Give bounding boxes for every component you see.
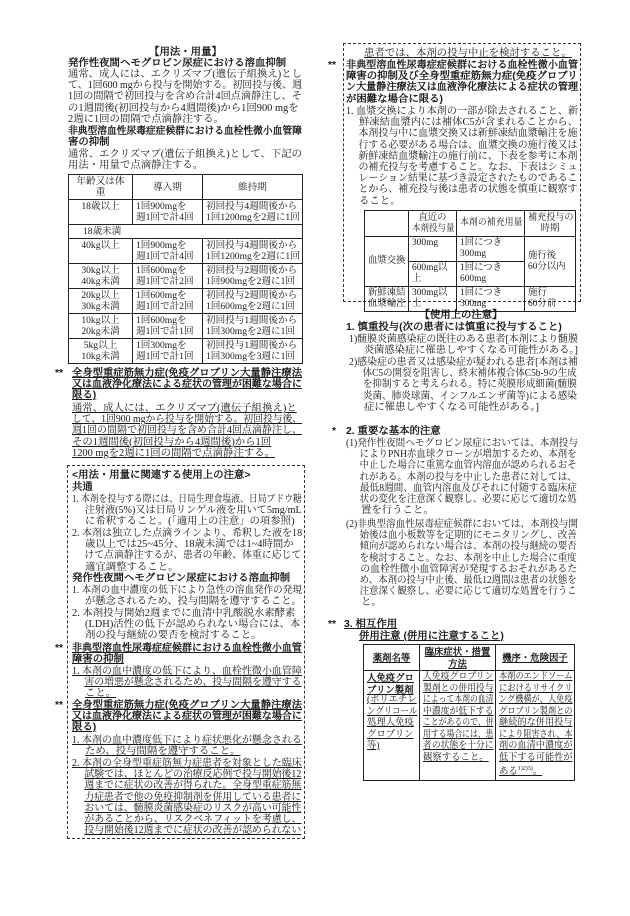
text-line: によりPNH赤血球クローンが増加するため、本剤を xyxy=(359,449,577,461)
text-line: 低下する可能性が xyxy=(499,752,573,763)
text-line: (1)発作性夜間ヘモグロビン尿症においては、本剤投与 xyxy=(346,438,579,449)
timing-cell xyxy=(525,287,576,312)
text-line: ブリン製剤 xyxy=(367,683,414,695)
pnh-precaution-item-1 xyxy=(72,585,321,607)
pnh-precaution-item-2 xyxy=(72,608,300,642)
age-weight-cell xyxy=(69,339,133,364)
text-line: 40kg以上 xyxy=(81,240,120,251)
text-line: 初回投与2週間後から xyxy=(206,290,298,301)
text-line: 週1回で計4回 xyxy=(136,212,194,223)
age-weight-cell xyxy=(69,200,133,225)
supplement-dose-cell: 1回につき300mg xyxy=(457,287,525,312)
important-precautions-item-1 xyxy=(346,438,600,516)
text-line: 限る) xyxy=(72,722,97,734)
text-line: 又は血液浄化療法による症状の管理が困難な場合に xyxy=(72,379,302,391)
text-line: 本剤投与量 xyxy=(412,223,455,234)
text-line: 処理人免疫 xyxy=(367,718,414,728)
common-item-2 xyxy=(72,528,314,573)
common-item-1 xyxy=(72,494,342,528)
text-line: 置を行うこと。 xyxy=(361,505,434,517)
table-row xyxy=(69,289,303,314)
timing-cell xyxy=(525,237,576,287)
text-line: 製剤との併用投与 xyxy=(423,683,494,694)
text-line: 1回600mgを2週に1回 xyxy=(206,301,296,312)
text-line: その1週間後(初回投与から4週間後)から1回 xyxy=(72,436,272,448)
text-line: ること。 xyxy=(359,195,401,207)
text-line: 1回の間隔で初回投与を含め合計4回点滴静注し、そ xyxy=(68,91,302,103)
revision-marker: ** xyxy=(55,700,64,711)
maintenance-cell xyxy=(203,289,303,314)
under-18-label: 18歳未満 xyxy=(69,225,303,239)
text-line: 週1回で計2回 xyxy=(136,276,194,287)
text-line: 歳以上では25~45分、18歳未満では1~4時間か xyxy=(85,539,294,551)
text-line: 人免疫グロブリン xyxy=(423,672,494,682)
text-line: 始後は血小板数等を定期的にモニタリングし、改善 xyxy=(359,530,577,542)
text-line: 剤の血清中濃度が xyxy=(499,741,573,751)
symptoms-cell xyxy=(420,671,496,781)
text-line: 週1回で計1回 xyxy=(136,326,194,337)
text-line: 3. 相互作用 xyxy=(344,619,398,630)
text-line: れがある。本剤の投与を中止した患者に対しては、 xyxy=(359,471,577,483)
age-weight-cell xyxy=(69,314,133,339)
careful-administration-heading xyxy=(346,322,562,333)
text-line: 初回投与1週間後から xyxy=(206,340,298,351)
text-line: 1回600mgを xyxy=(136,315,187,326)
text-line: 直近の xyxy=(418,212,447,223)
revision-marker: ** xyxy=(328,60,337,71)
maintenance-cell xyxy=(203,264,303,289)
text-line: 10kg未満 xyxy=(81,351,120,362)
gmg-precaution-item-1 xyxy=(72,735,311,757)
col-header-recent-dose xyxy=(409,211,457,237)
table-header-row xyxy=(69,175,303,200)
text-line: 通常、成人には、エクリズマブ(遺伝子組換え)と xyxy=(72,403,297,414)
ahus-precaution-item-1 xyxy=(72,666,313,700)
text-line: 1回900mgを2週に1回 xyxy=(206,276,296,287)
text-line: 2週に1回の間隔で点滴静注する。 xyxy=(68,113,224,125)
interactions-heading xyxy=(344,619,397,630)
ahus-dosage-body xyxy=(68,149,303,171)
text-line: 1. 本剤の血中濃度低下により症状悪化が懸念される xyxy=(72,735,302,746)
col-header-maintenance: 維持期 xyxy=(203,175,303,200)
ahus-precaution-heading xyxy=(72,643,311,665)
text-line: 適宜調整すること。 xyxy=(85,561,179,573)
text-line: 30kg以上 xyxy=(81,265,120,276)
text-line: 初回投与4週間後から xyxy=(206,240,298,251)
text-line: ング機構が、人免疫 xyxy=(499,695,573,705)
text-line: 1回900mgを xyxy=(136,201,187,212)
text-line: 剤の投与継続の要否を検討すること。 xyxy=(85,630,262,642)
text-line: けて点滴静注するが、患者の年齢、体重に応じて xyxy=(84,550,302,562)
text-line: が懸念されるため、投与間隔を遵守すること。 xyxy=(84,596,302,608)
text-line: ン大量静注療法又は血液浄化療法による症状の管理 xyxy=(346,82,579,94)
text-line: 1200 mgを2週に1回の間隔で点滴静注する。 xyxy=(72,447,275,459)
text-line: 力症患者で他の免疫抑制剤を併用している患者に xyxy=(84,791,302,803)
text-line: 患者では、本剤の投与中止を検討すること。 xyxy=(364,48,572,59)
plasma-exchange-label xyxy=(365,237,409,287)
text-line: 30kg未満 xyxy=(81,301,120,312)
age-weight-cell xyxy=(69,289,133,314)
table-row xyxy=(364,671,575,781)
text-line: (2)非典型溶血性尿毒症症候群においては、本剤投与開 xyxy=(346,519,579,530)
text-line: 鮮凍結血漿内には補体C5が含まれることから、 xyxy=(358,117,579,129)
important-precautions-item-2 xyxy=(346,519,600,609)
dosing-table xyxy=(68,174,303,364)
text-line: 炎菌、肺炎球菌、インフルエンザ菌等)による感染 xyxy=(362,390,577,402)
text-line: 傾向が認められない場合は、本剤の投与継続の要否 xyxy=(359,541,577,553)
text-line: 投与開始後12週までに症状の改善が認められない xyxy=(84,825,302,837)
revision-marker: ** xyxy=(328,619,337,630)
text-line: 試験では、ほとんどの治療反応例で投与開始後12 xyxy=(84,769,302,781)
gmg-dosage-heading xyxy=(72,368,311,402)
text-line: 1回300mgを xyxy=(136,340,187,351)
dosage-title: 【用法・用量】 xyxy=(149,47,222,58)
drug-detail xyxy=(367,695,416,753)
text-line: て、1回600 mgから投与を開始する。初回投与後、週 xyxy=(68,80,303,92)
mechanism-text xyxy=(499,672,571,764)
revision-marker: ** xyxy=(55,368,64,379)
text-line: <用法・用量に関連する使用上の注意> xyxy=(72,470,251,481)
maintenance-cell xyxy=(203,200,303,225)
text-line: の補充投与を考慮すること。なお、下表はシミュ xyxy=(358,162,578,174)
text-line: (ポリエチレ xyxy=(367,695,417,705)
text-line: 中止した場合に重篤な血管内溶血が認められるおそ xyxy=(359,460,577,472)
text-line: して、1回900 mgから投与を開始する。初回投与後、 xyxy=(72,414,303,426)
text-line: 状の変化を注意深く観察し、必要に応じて適切な処 xyxy=(359,494,577,506)
table-row xyxy=(69,200,303,225)
text-line: 5kg以上 xyxy=(83,340,118,351)
text-line: 1. 血漿交換により本剤の一部が除去されること、新 xyxy=(346,106,579,117)
text-line: 初回投与1週間後から xyxy=(206,315,298,326)
drug-name xyxy=(367,672,416,695)
recent-dose-cell: 300mg以上 xyxy=(409,287,457,312)
table-row xyxy=(69,339,303,364)
text-line: 1回300mgを2週に1回 xyxy=(206,326,296,337)
text-line: によって本剤の血清 xyxy=(423,695,494,705)
text-line: 限る) xyxy=(72,390,97,402)
child-rows xyxy=(69,239,303,364)
maintenance-cell xyxy=(203,239,303,264)
recent-dose-cell: 600mg以上 xyxy=(409,262,457,287)
text-line: 1. 本剤の血中濃度の低下により、血栓性微小血管障 xyxy=(72,666,302,677)
text-line: 1. 本剤の血中濃度の低下により急性の溶血発作の発現 xyxy=(72,585,302,596)
col-header-blank xyxy=(365,211,409,237)
text-line: の1週間後(初回投与から4週間後)から1回900 mgを xyxy=(68,102,299,114)
col-header-supplement-dose xyxy=(457,211,525,237)
table-row xyxy=(365,237,576,262)
maintenance-cell xyxy=(203,314,303,339)
text-line: おいては、髄膜炎菌感染症のリスクが高い可能性 xyxy=(84,802,302,814)
careful-administration-item-1 xyxy=(349,334,590,356)
text-line: 注射液(5%)又は日局リンゲル液を用いて5mg/mL xyxy=(84,505,302,517)
combined-precaution-heading xyxy=(346,60,585,105)
text-line: 1回1200mgを2週に1回 xyxy=(206,212,300,223)
text-line: 人免疫グロ xyxy=(367,672,414,683)
text-line: 時期 xyxy=(540,223,560,234)
text-line: 新鮮凍結 xyxy=(368,288,406,298)
text-line: 用法・用量で点滴静注する。 xyxy=(68,160,204,172)
text-line: 害の抑制 xyxy=(68,137,110,149)
text-line: 注意深く観察し、必要に応じて適切な処置を行うこ xyxy=(359,586,577,598)
text-line: 初回投与4週間後から xyxy=(206,201,298,212)
col-header-induction: 導入期 xyxy=(133,175,203,200)
text-line: 共通 xyxy=(72,482,93,493)
table-row xyxy=(69,264,303,289)
text-line: 非典型溶血性尿毒症症候群における血栓性微小血管障 xyxy=(68,126,302,137)
text-line: 1. 慎重投与(次の患者には慎重に投与すること) xyxy=(346,322,562,333)
text-line: 1. 本剤を投与する際には、日局生理食塩液、日局ブドウ糖 xyxy=(72,494,302,505)
text-line: 週1回で計2回 xyxy=(136,301,194,312)
text-line: グロブリン xyxy=(367,729,414,740)
induction-cell xyxy=(133,264,203,289)
text-line: 障害の抑制 xyxy=(72,654,124,666)
age-weight-cell xyxy=(69,239,133,264)
text-line: 施行後 xyxy=(528,250,557,261)
text-line: 1回300mgを3週に1回 xyxy=(206,351,296,362)
text-line: の血栓性微小血管障害が発現するおそれがあるた xyxy=(360,563,578,575)
text-line: め、本剤の投与中止後、最低12週間は患者の状態を xyxy=(359,575,577,587)
col-header-symptoms: 臨床症状・措置方法 xyxy=(420,645,496,671)
text-line: 週までに症状の改善が得られた。全身型重症筋無 xyxy=(84,780,302,792)
text-line: 本剤のエンドソーム xyxy=(499,672,573,682)
text-line: 60分前 xyxy=(528,299,557,309)
mechanism-last-text: ある xyxy=(499,767,518,778)
pnh-precaution-heading xyxy=(72,573,290,584)
text-line: 全身型重症筋無力症(免疫グロブリン大量静注療法 xyxy=(72,700,303,711)
text-line: 又は血液浄化療法による症状の管理が困難な場合に xyxy=(72,711,302,723)
text-line: 60分以内 xyxy=(528,261,566,272)
text-line: 補充投与の xyxy=(528,212,574,223)
text-line: 初回投与2週間後から xyxy=(206,265,298,276)
text-line: 血漿輸注 xyxy=(368,299,406,309)
text-line: 週1回の間隔で初回投与を含め合計4回点滴静注し、 xyxy=(72,425,302,437)
text-line: を検討すること。なお、本剤を中止した場合に重度 xyxy=(359,552,577,564)
text-line: 観察すること。 xyxy=(423,752,489,763)
col-header-age-weight: 年齢又は体重 xyxy=(69,175,133,200)
age-weight-cell xyxy=(69,264,133,289)
text-line: 全身型重症筋無力症(免疫グロブリン大量静注療法 xyxy=(72,368,303,379)
text-line: 1回600mgを xyxy=(136,265,187,276)
important-precautions-heading xyxy=(346,426,441,437)
pnh-dosage-heading xyxy=(68,58,286,69)
common-heading xyxy=(72,482,93,493)
interaction-table xyxy=(363,644,575,781)
text-line: におけるリサイクリ xyxy=(499,683,573,694)
text-line: 症に罹患しやすくなる可能性がある。] xyxy=(364,401,539,413)
text-line: 2. 本剤の全身型重症筋無力症患者を対象とした臨床 xyxy=(72,758,302,769)
induction-cell xyxy=(133,339,203,364)
text-line: を抑制すると考えられる。特に莢膜形成細菌(髄膜 xyxy=(362,379,577,391)
col-header-mechanism: 機序・危険因子 xyxy=(496,645,575,671)
text-line: 施行 xyxy=(528,288,547,298)
text-line: 1回1200mgを2週に1回 xyxy=(206,251,300,262)
combination-caution-heading xyxy=(359,631,504,642)
text-line: レーション結果に基づき設定されたものであるこ xyxy=(358,173,578,185)
text-line: (LDH)活性の低下が認められない場合には、本 xyxy=(85,619,301,631)
gmg-dosage-body xyxy=(72,403,316,459)
text-line: 用する場合には、患 xyxy=(423,729,494,740)
text-line: 等) xyxy=(367,741,380,751)
text-line: 行する必要がある場合は、血漿交換の施行後又は xyxy=(358,139,578,151)
table-header-row xyxy=(365,211,576,237)
text-line: と。 xyxy=(361,597,382,609)
text-line: 週1回で計4回 xyxy=(136,251,194,262)
text-line: 2. 本剤は独立した点滴ラインより、希釈した液を18 xyxy=(72,528,303,539)
induction-cell xyxy=(133,289,203,314)
text-line: 20kg以上 xyxy=(81,290,120,301)
text-line: 本剤投与中に血漿交換又は新鮮凍結血漿輸注を施 xyxy=(358,128,578,140)
text-line: 体C5の開裂を阻害し、終末補体複合体C5b-9の生成 xyxy=(362,368,577,380)
text-line: が困難な場合に限る) xyxy=(346,93,443,105)
text-line: 血漿交換 xyxy=(368,256,406,266)
text-line: 炎菌感染症に罹患しやすくなる可能性がある。] xyxy=(363,345,578,357)
text-line: ことがあるので、併 xyxy=(423,718,494,728)
text-line: 者の状態を十分に xyxy=(423,741,494,751)
text-line: 週1回で計1回 xyxy=(136,351,194,362)
mechanism-last-line xyxy=(499,764,571,779)
table-header-row xyxy=(364,645,575,671)
text-line: こと。 xyxy=(85,688,117,700)
text-line: 発作性夜間ヘモグロビン尿症における溶血抑制 xyxy=(68,58,287,69)
gmg-precaution-item-2 xyxy=(72,758,314,836)
text-line: ングリコール xyxy=(367,706,418,717)
text-line: 継続的な併用投与 xyxy=(499,718,573,728)
text-line: 非典型溶血性尿毒症症候群における血栓性微小血管 xyxy=(72,643,302,654)
gmg-precaution-item-2-continued xyxy=(364,48,572,59)
maintenance-cell xyxy=(203,339,303,364)
mechanism-end: 。 xyxy=(532,767,543,778)
dosage-precautions-title xyxy=(72,470,250,481)
text-line: 発作性夜間ヘモグロビン尿症における溶血抑制 xyxy=(72,573,291,584)
induction-cell xyxy=(133,200,203,225)
supplement-dose-table xyxy=(364,210,576,312)
combined-precaution-item-1 xyxy=(346,106,588,207)
revision-marker: * xyxy=(332,426,337,437)
reference-superscript: 1)2)3) xyxy=(517,766,533,772)
text-line: 1回600mgを xyxy=(136,290,187,301)
drug-name-cell xyxy=(364,671,420,781)
text-line: 2. 重要な基本的注意 xyxy=(346,426,441,437)
text-line: 中濃度が低下する xyxy=(423,706,494,717)
text-line: 2)感染症の患者又は感染症が疑われる患者[本剤は補 xyxy=(349,357,578,368)
table-row xyxy=(69,314,303,339)
text-line: に希釈すること。(「適用上の注意」の項参照) xyxy=(85,516,295,528)
supplement-dose-cell: 1回につき600mg xyxy=(457,262,525,287)
induction-cell xyxy=(133,239,203,264)
text-line: ため、投与間隔を遵守すること。 xyxy=(85,746,241,758)
careful-administration-item-2 xyxy=(349,357,600,413)
precautions-title: 【使用上の注意】 xyxy=(419,310,503,321)
text-line: 20kg未満 xyxy=(81,326,120,337)
text-line: 1)髄膜炎菌感染症の既往のある患者[本剤により髄膜 xyxy=(349,334,578,345)
table-group-row xyxy=(69,225,303,239)
text-line: 非典型溶血性尿毒症症候群における血栓性微小血管 xyxy=(346,60,579,71)
revision-marker: ** xyxy=(55,643,64,654)
pnh-dosage-body xyxy=(68,69,312,125)
text-line: があることから、リスクベネフィットを考慮し、 xyxy=(84,814,302,826)
text-line: 害の増悪が懸念されるため、投与間隔を遵守する xyxy=(84,677,302,689)
mechanism-cell xyxy=(496,671,575,781)
text-line: 10kg以上 xyxy=(81,315,120,326)
recent-dose-cell: 300mg xyxy=(409,237,457,262)
table-row xyxy=(69,239,303,264)
supplement-dose-cell: 1回につき300mg xyxy=(457,237,525,262)
text-line: 2. 本剤投与開始2週までに血清中乳酸脱水素酵素 xyxy=(72,608,296,619)
text-line: 障害の抑制及び全身型重症筋無力症(免疫グロブリ xyxy=(346,71,578,83)
table-row xyxy=(365,287,576,312)
ffp-label xyxy=(365,287,409,312)
text-line: とから、補充投与後は患者の状態を慎重に観察す xyxy=(358,184,578,196)
text-line: 40kg未満 xyxy=(81,276,120,287)
text-line: 通常、エクリズマブ(遺伝子組換え)として、下記の xyxy=(68,149,302,160)
text-line: 1回900mgを xyxy=(136,240,187,251)
col-header-timing xyxy=(525,211,576,237)
text-line: により阻害され、本 xyxy=(499,729,573,740)
text-line: 併用注意 (併用に注意すること) xyxy=(359,631,504,642)
text-line: グロブリン製剤との xyxy=(499,706,573,717)
text-line: 最低8週間、血管内溶血及びそれに付随する臨床症 xyxy=(359,482,577,494)
text-line: 18歳以上 xyxy=(81,201,120,212)
text-line: 本剤の補充用量 xyxy=(460,218,523,228)
text-line: 新鮮凍結血漿輸注の施行前に、下表を参考に本剤 xyxy=(358,150,578,162)
col-header-drug-name: 薬剤名等 xyxy=(364,645,420,671)
gmg-precaution-heading xyxy=(72,700,311,734)
induction-cell xyxy=(133,314,203,339)
ahus-dosage-heading xyxy=(68,126,317,148)
text-line: 通常、成人には、エクリズマブ(遺伝子組換え)とし xyxy=(68,69,302,80)
